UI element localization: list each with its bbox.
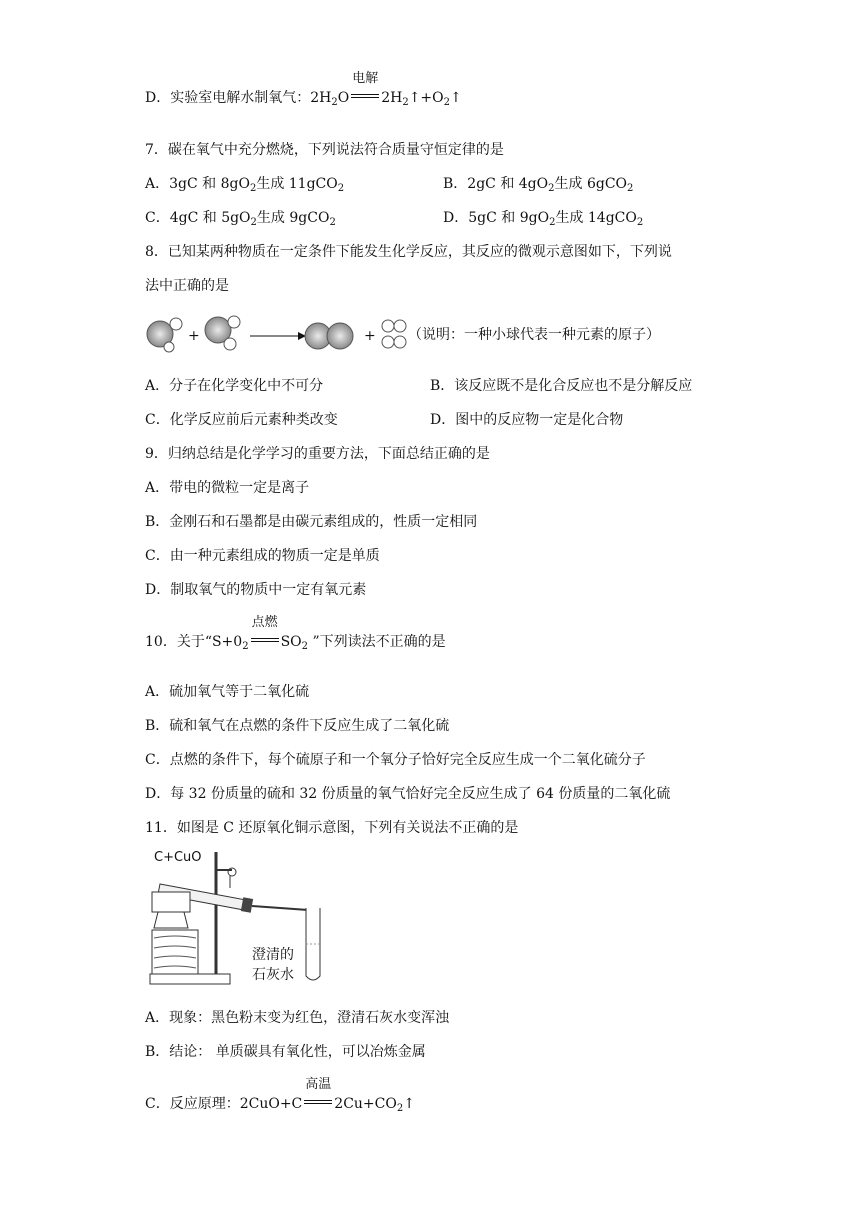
q7-option-b: B．2gC 和 $4gO_2$生成 6gCO$_2$ (443, 176, 634, 194)
svg-text:+: + (364, 328, 376, 344)
q11-apparatus-diagram (148, 848, 338, 988)
q7-stem: 7．碳在氧气中充分燃烧，下列说法符合质量守恒定律的是 (145, 142, 504, 158)
q7-option-c: C．4gC 和 $5gO_2$生成 9gCO$_2$ (145, 210, 336, 228)
q9-stem: 9．归纳总结是化学学习的重要方法，下面总结正确的是 (145, 446, 490, 462)
molecule-illustration (140, 310, 380, 360)
q7-option-d: D．5gC 和 $9gO_2$生成 14gCO$_2$ (443, 210, 644, 228)
q6-option-d: D．实验室电解水制氧气：$2H_2O$ 电解 $2H_2↑+O_2↑$ (145, 71, 462, 108)
limewater-label-line1: 澄清的 (252, 947, 294, 963)
q6d-text: D．实验室电解水制氧气：2H (145, 90, 332, 106)
q11-stem: 11．如图是 C 还原氧化铜示意图，下列有关说法不正确的是 (145, 820, 519, 836)
q11-option-c: C．反应原理：2CuO+C 高温 $2Cu+CO_2↑$ (145, 1077, 415, 1114)
q8-option-c: C．化学反应前后元素种类改变 (145, 412, 338, 428)
q10-option-b: B．硫和氧气在点燃的条件下反应生成了二氧化硫 (145, 718, 450, 734)
q8-reaction-diagram (140, 310, 700, 360)
q8-diagram-caption: （说明：一种小球代表一种元素的原子） (408, 327, 660, 343)
q8-option-a: A．分子在化学变化中不可分 (145, 378, 324, 394)
q9-option-a: A．带电的微粒一定是离子 (145, 480, 310, 496)
ignition-condition: 点燃 (251, 632, 279, 652)
q8-stem-line1: 8．已知某两种物质在一定条件下能发生化学反应，其反应的微观示意图如下，下列说 (145, 244, 672, 260)
q9-option-c: C．由一种元素组成的物质一定是单质 (145, 548, 380, 564)
q8-option-b: B．该反应既不是化合反应也不是分解反应 (430, 378, 693, 394)
electrolysis-condition: 电解 (351, 88, 379, 108)
limewater-label-line2: 石灰水 (252, 967, 294, 983)
q8-stem-line2: 法中正确的是 (145, 278, 229, 294)
q9-option-d: D．制取氧气的物质中一定有氧元素 (145, 582, 367, 598)
svg-text:+: + (188, 328, 200, 344)
q11-option-b: B．结论： 单质碳具有氧化性，可以冶炼金属 (145, 1044, 426, 1060)
oxygen-molecule-pair-illustration (380, 310, 410, 360)
q10-option-d: D．每 32 份质量的硫和 32 份质量的氧气恰好完全反应生成了 64 份质量的二氧化硫 (145, 786, 671, 802)
reagent-label: C+CuO (154, 850, 202, 865)
q11-option-a: A．现象：黑色粉末变为红色，澄清石灰水变浑浊 (145, 1010, 450, 1026)
q10-stem: 10．关于“$S+0_2$ 点燃 $SO_2$ ”下列读法不正确的是 (145, 615, 446, 652)
q10-option-c: C．点燃的条件下，每个硫原子和一个氧分子恰好完全反应生成一个二氧化硫分子 (145, 752, 646, 768)
q9-option-b: B．金刚石和石墨都是由碳元素组成的，性质一定相同 (145, 514, 478, 530)
apparatus-illustration (148, 848, 338, 988)
high-temperature-condition: 高温 (304, 1094, 332, 1114)
q8-option-d: D．图中的反应物一定是化合物 (430, 412, 624, 428)
q10-option-a: A．硫加氧气等于二氧化硫 (145, 684, 310, 700)
q7-option-a: A．3gC 和 $8gO_2$生成 11gCO$_2$ (145, 176, 345, 194)
